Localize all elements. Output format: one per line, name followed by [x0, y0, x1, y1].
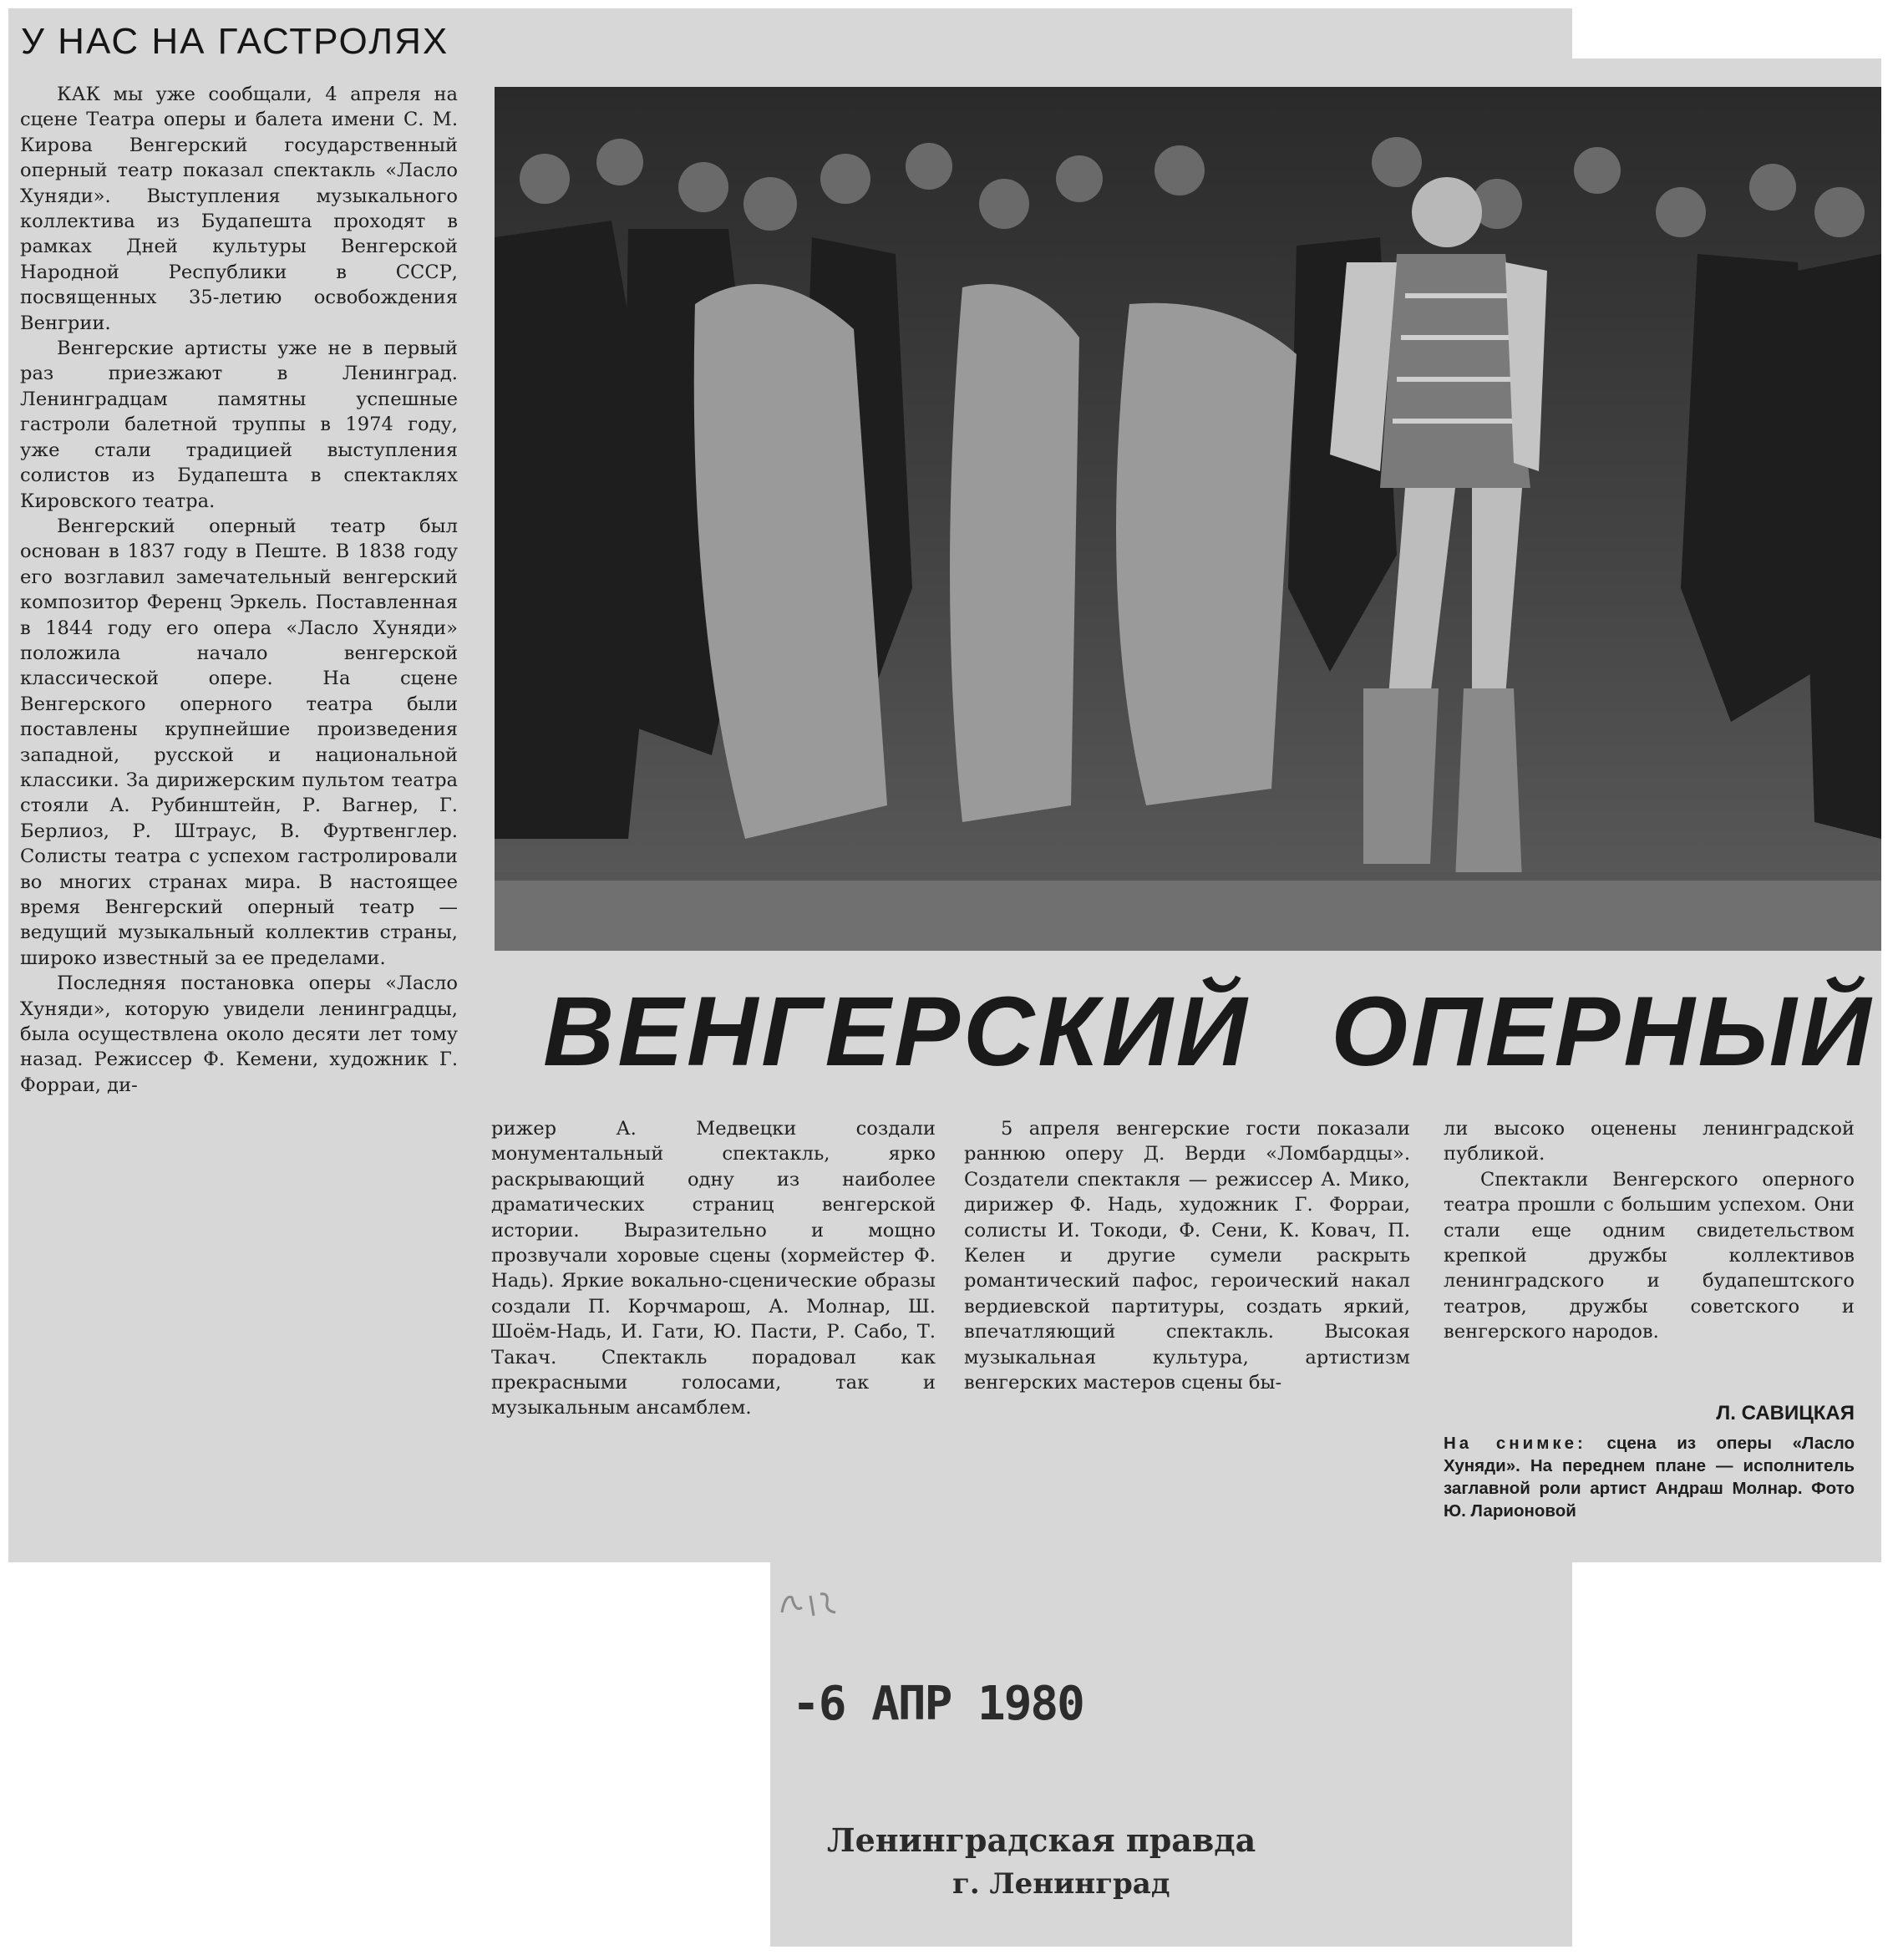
col4-paragraph-1: ли высоко оценены ленинградской публикой.	[1444, 1118, 1855, 1165]
article-headline: ВЕНГЕРСКИЙ ОПЕРНЫЙ	[543, 977, 1875, 1087]
col4-paragraph-2: Спектакли Венгерского оперного театра прошли с большим успехом. Они стали еще одним свидетельством крепкой дружбы коллективов ленинградского и будапештского театров, дружбы советского и венгерского народов.	[1444, 1168, 1855, 1343]
caption-lead: На снимке:	[1444, 1434, 1586, 1453]
column-4	[1444, 1116, 1855, 1345]
stamp-city: г. Ленинград	[952, 1867, 1170, 1901]
col1-paragraph-2: Венгерские артисты уже не в первый раз приезжают в Ленинград. Ленинградцам памятны успешные гастроли балетной труппы в 1974 году, уже стали традицией выступления солистов из Будапешта в спектаклях Кировского театра.	[20, 338, 458, 512]
photo-opera-scene	[495, 87, 1881, 951]
col1-paragraph-4: Последняя постановка оперы «Ласло Хуняди», которую увидели ленинградцы, была осуществлена около десяти лет тому назад. Режиссер Ф. Кемени, художник Г. Форраи, ди-	[20, 972, 458, 1096]
column-3	[964, 1116, 1410, 1395]
col3-paragraph-1: 5 апреля венгерские гости показали раннюю оперу Д. Верди «Ломбардцы». Создатели спектакля — режиссер А. Мико, дирижер Ф. Надь, художник Г. Форраи, солисты И. Токоди, Ф. Сени, К. Ковач, П. Келен и другие сумели раскрыть романтический пафос, героический накал вердиевской партитуры, создать яркий, впечатляющий спектакль. Высокая музыкальная культура, артистизм венгерских мастеров сцены бы-	[964, 1118, 1410, 1394]
column-2	[491, 1116, 936, 1421]
col2-paragraph-1: рижер А. Медвецки создали монументальный спектакль, ярко раскрывающий одну из наиболее драматических страниц венгерской истории. Выразительно и мощно прозвучали хоровые сцены (хормейстер Ф. Надь). Яркие вокально-сценические образы создали П. Корчмарош, А. Молнар, Ш. Шоём-Надь, И. Гати, Ю. Пасти, Р. Сабо, Т. Такач. Спектакль порадовал как прекрасными голосами, так и музыкальным ансамблем.	[491, 1118, 936, 1419]
stamp-newspaper: Ленинградская правда	[827, 1821, 1256, 1859]
pencil-mark-icon	[777, 1587, 844, 1621]
photo-caption	[1444, 1432, 1855, 1522]
col1-paragraph-1: КАК мы уже сообщали, 4 апреля на сцене Театра оперы и балета имени С. М. Кирова Венгерский государственный оперный театр показал спектакль «Ласло Хуняди». Выступления музыкального коллектива из Будапешта проходят в рамках Дней культуры Венгерской Народной Республики в СССР, посвященных 35-летию освобождения Венгрии.	[20, 84, 458, 334]
column-1	[20, 82, 458, 1098]
stamp-date: -6 АПР 1980	[792, 1677, 1083, 1731]
col1-paragraph-3: Венгерский оперный театр был основан в 1837 году в Пеште. В 1838 году его возглавил замечательный венгерский композитор Ференц Эркель. Поставленная в 1844 году его опера «Ласло Хуняди» положила начало венгерской классической опере. На сцене Венгерского оперного театра были поставлены крупнейшие произведения западной, русской и национальной классики. За дирижерским пультом театра стояли А. Рубинштейн, Р. Вагнер, Г. Берлиоз, Р. Штраус, В. Фуртвенглер. Солисты театра с успехом гастролировали во многих странах мира. В настоящее время Венгерский оперный театр — ведущий музыкальный коллектив страны, широко известный за ее пределами.	[20, 515, 458, 969]
rubric-heading: У НАС НА ГАСТРОЛЯХ	[21, 21, 449, 62]
stage-photo-illustration	[495, 87, 1881, 951]
caption-text: сцена из оперы «Ласло Хуняди». На переднем плане — исполнитель заглавной роли артист Андраш Молнар. Фото Ю. Ларионовой	[1444, 1434, 1855, 1521]
author-byline: Л. САВИЦКАЯ	[1716, 1402, 1855, 1424]
